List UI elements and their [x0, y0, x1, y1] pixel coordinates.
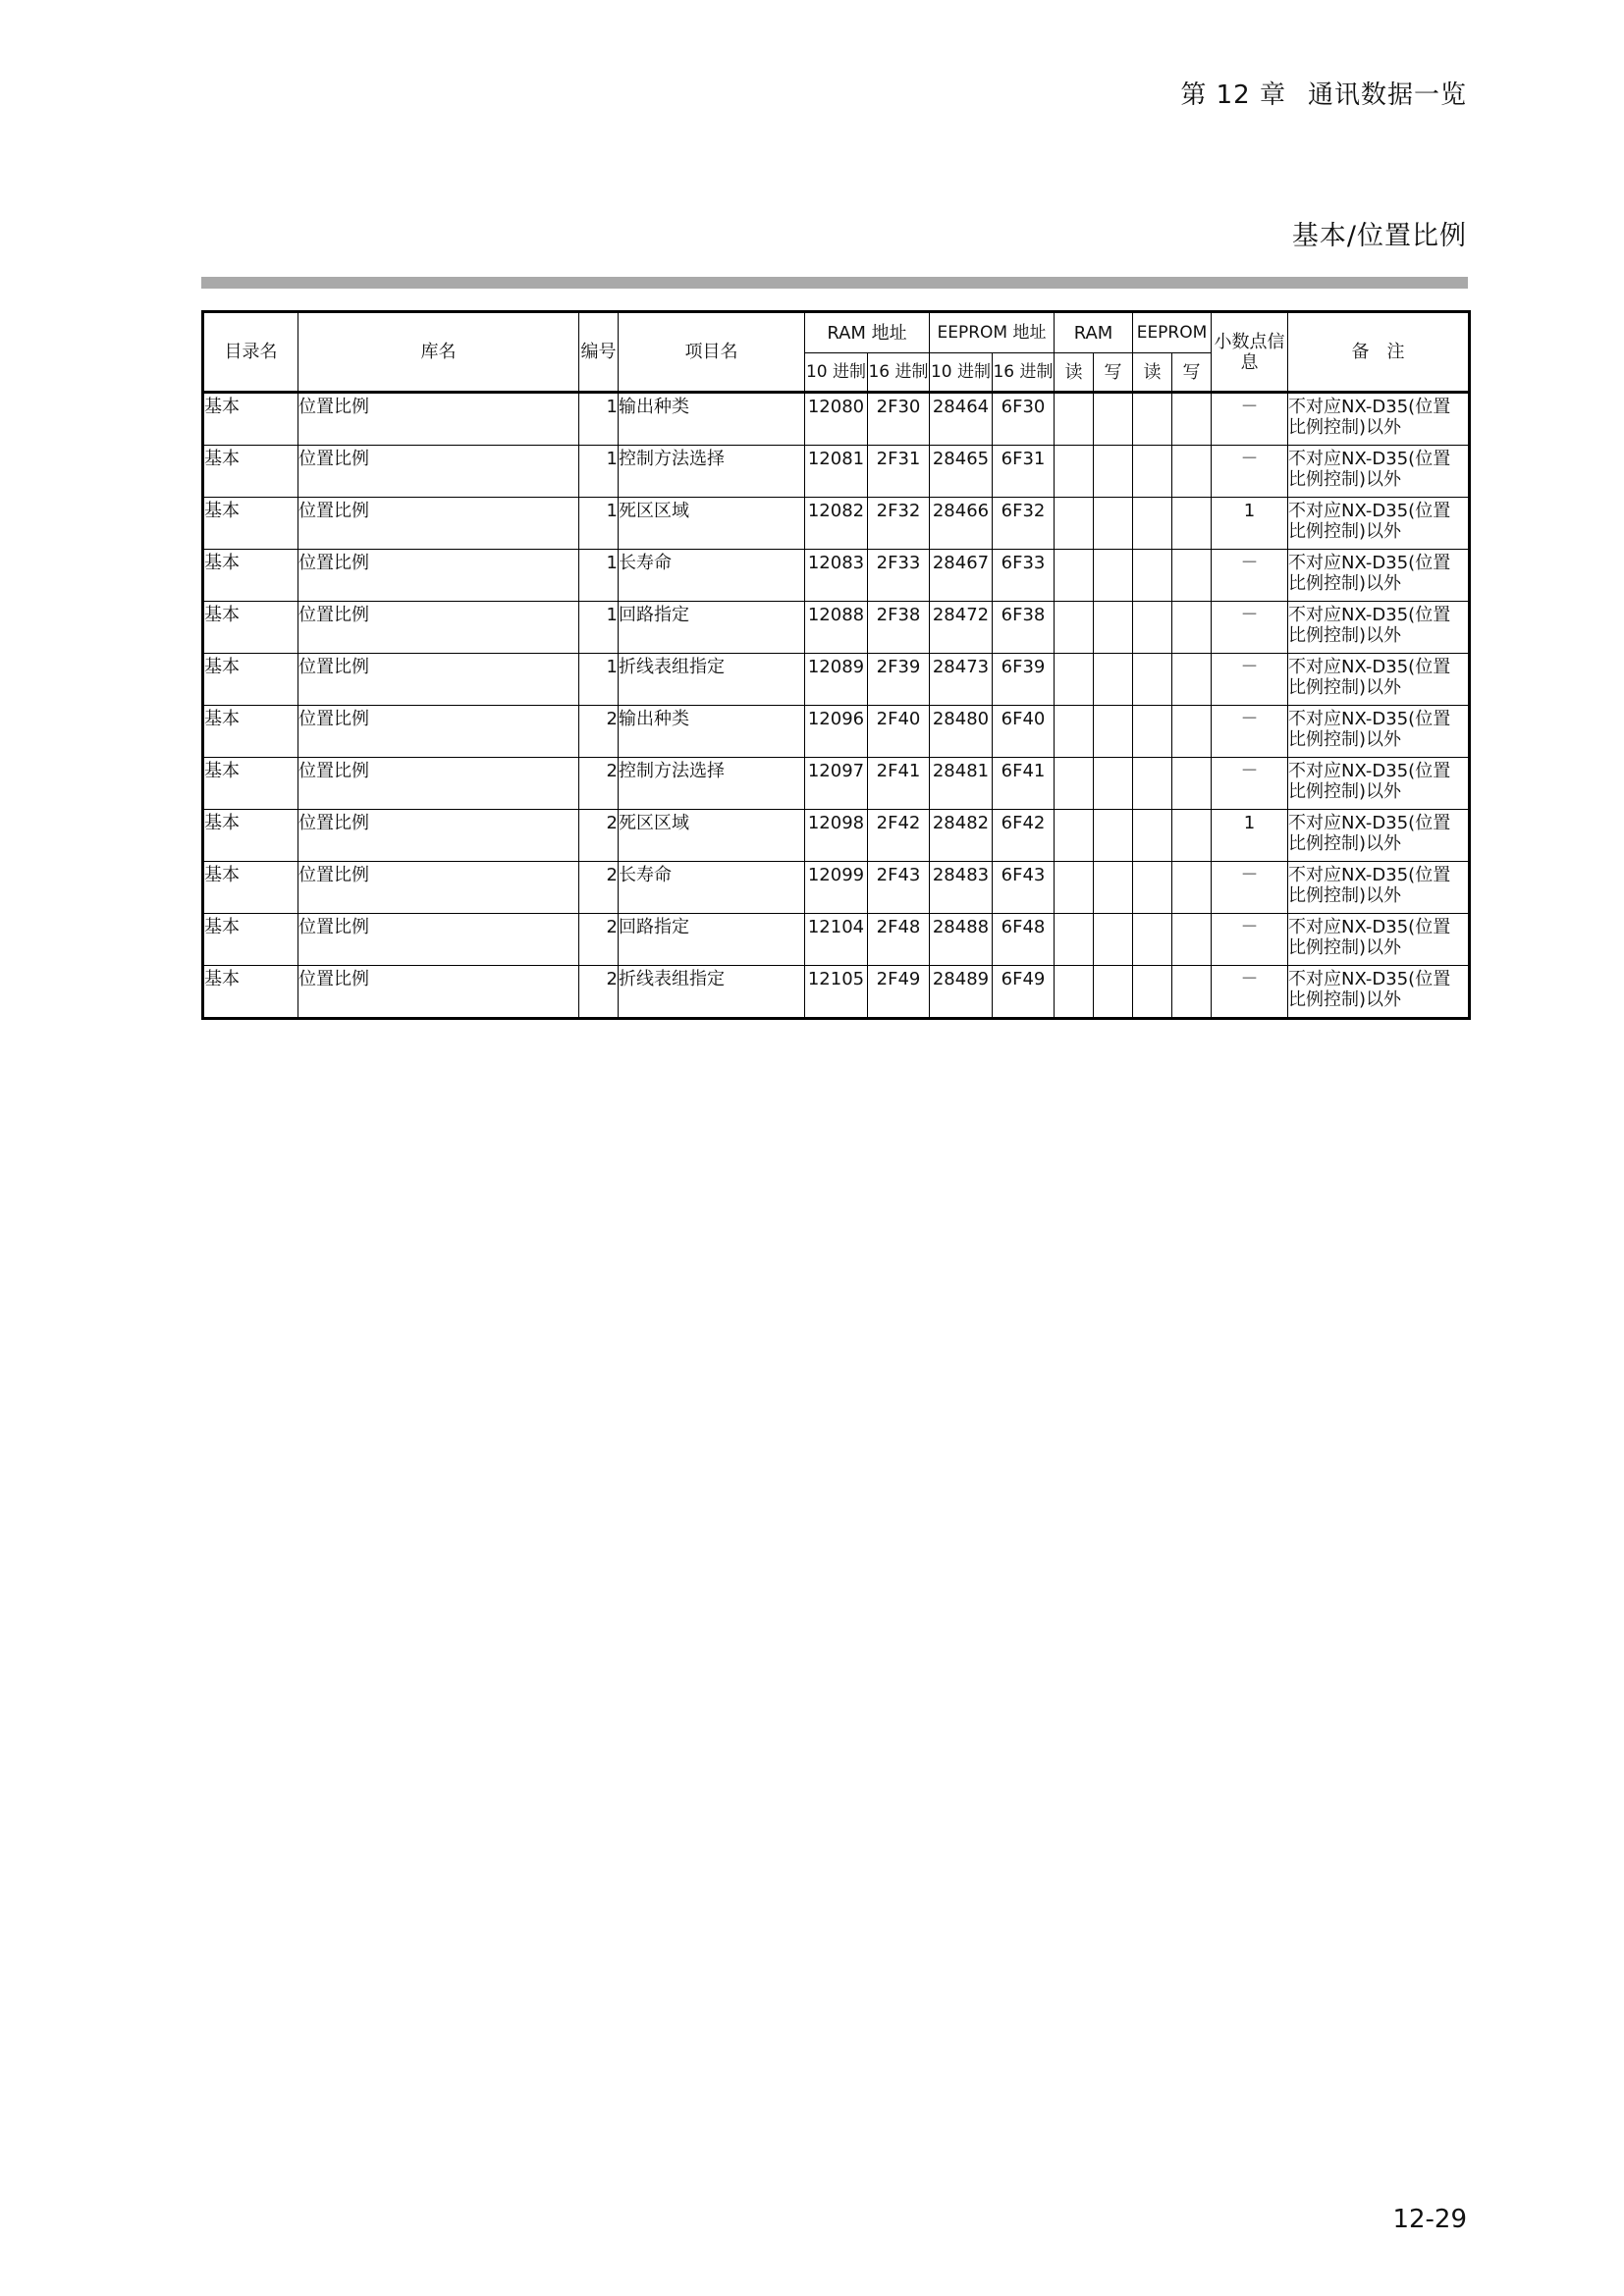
cell-number: 1	[579, 550, 619, 602]
section-divider-bar	[201, 277, 1468, 289]
cell-decimal-point: －	[1212, 706, 1288, 758]
cell-eeprom-write	[1172, 966, 1212, 1019]
cell-item: 长寿命	[619, 550, 805, 602]
chapter-label: 第 12 章	[1180, 80, 1286, 110]
header-eeprom-write: 写	[1172, 353, 1212, 393]
cell-ram-dec: 12097	[805, 758, 868, 810]
cell-eeprom-dec: 28489	[930, 966, 993, 1019]
cell-eeprom-dec: 28467	[930, 550, 993, 602]
cell-directory: 基本	[203, 966, 298, 1019]
cell-ram-hex: 2F42	[868, 810, 930, 862]
header-ram-address: RAM 地址	[805, 312, 930, 353]
cell-item: 控制方法选择	[619, 446, 805, 498]
cell-eeprom-write	[1172, 393, 1212, 446]
cell-ram-write	[1094, 602, 1133, 654]
cell-number: 1	[579, 602, 619, 654]
cell-library: 位置比例	[298, 758, 579, 810]
header-eeprom: EEPROM	[1133, 312, 1212, 353]
cell-eeprom-hex: 6F31	[993, 446, 1055, 498]
cell-ram-write	[1094, 914, 1133, 966]
cell-ram-hex: 2F49	[868, 966, 930, 1019]
cell-item: 长寿命	[619, 862, 805, 914]
cell-ram-dec: 12081	[805, 446, 868, 498]
cell-ram-hex: 2F31	[868, 446, 930, 498]
cell-eeprom-read	[1133, 498, 1172, 550]
cell-library: 位置比例	[298, 550, 579, 602]
cell-eeprom-dec: 28483	[930, 862, 993, 914]
table-row	[203, 914, 1470, 966]
cell-eeprom-read	[1133, 550, 1172, 602]
cell-ram-read	[1055, 602, 1094, 654]
header-directory: 目录名	[203, 312, 298, 393]
cell-decimal-point: －	[1212, 550, 1288, 602]
cell-eeprom-write	[1172, 862, 1212, 914]
cell-ram-hex: 2F39	[868, 654, 930, 706]
cell-eeprom-write	[1172, 706, 1212, 758]
cell-remarks: 不对应NX-D35(位置比例控制)以外	[1288, 602, 1470, 654]
header-ram-hex: 16 进制	[868, 353, 930, 393]
cell-remarks: 不对应NX-D35(位置比例控制)以外	[1288, 758, 1470, 810]
cell-remarks: 不对应NX-D35(位置比例控制)以外	[1288, 706, 1470, 758]
cell-eeprom-read	[1133, 758, 1172, 810]
cell-directory: 基本	[203, 810, 298, 862]
cell-remarks: 不对应NX-D35(位置比例控制)以外	[1288, 966, 1470, 1019]
cell-ram-read	[1055, 498, 1094, 550]
cell-ram-dec: 12098	[805, 810, 868, 862]
cell-directory: 基本	[203, 498, 298, 550]
table-body	[203, 393, 1470, 1019]
cell-decimal-point: －	[1212, 602, 1288, 654]
cell-ram-write	[1094, 810, 1133, 862]
cell-item: 输出种类	[619, 393, 805, 446]
cell-directory: 基本	[203, 602, 298, 654]
cell-eeprom-hex: 6F33	[993, 550, 1055, 602]
page-number: 12-29	[1392, 2205, 1467, 2234]
cell-decimal-point: 1	[1212, 498, 1288, 550]
cell-decimal-point: －	[1212, 966, 1288, 1019]
header-remarks: 备 注	[1288, 312, 1470, 393]
cell-eeprom-read	[1133, 393, 1172, 446]
cell-ram-dec: 12105	[805, 966, 868, 1019]
cell-ram-hex: 2F32	[868, 498, 930, 550]
chapter-header	[1180, 75, 1467, 111]
cell-eeprom-write	[1172, 758, 1212, 810]
cell-ram-dec: 12096	[805, 706, 868, 758]
cell-ram-write	[1094, 966, 1133, 1019]
cell-item: 死区区域	[619, 810, 805, 862]
cell-ram-read	[1055, 758, 1094, 810]
cell-eeprom-hex: 6F42	[993, 810, 1055, 862]
cell-eeprom-write	[1172, 446, 1212, 498]
cell-decimal-point: －	[1212, 862, 1288, 914]
table-row	[203, 810, 1470, 862]
cell-ram-dec: 12104	[805, 914, 868, 966]
cell-eeprom-read	[1133, 446, 1172, 498]
cell-eeprom-hex: 6F43	[993, 862, 1055, 914]
cell-item: 死区区域	[619, 498, 805, 550]
cell-eeprom-dec: 28472	[930, 602, 993, 654]
header-eeprom-address: EEPROM 地址	[930, 312, 1055, 353]
cell-eeprom-read	[1133, 810, 1172, 862]
cell-eeprom-write	[1172, 498, 1212, 550]
cell-eeprom-read	[1133, 706, 1172, 758]
cell-eeprom-write	[1172, 550, 1212, 602]
cell-decimal-point: －	[1212, 914, 1288, 966]
cell-eeprom-read	[1133, 862, 1172, 914]
cell-eeprom-dec: 28464	[930, 393, 993, 446]
cell-directory: 基本	[203, 758, 298, 810]
cell-decimal-point: －	[1212, 446, 1288, 498]
cell-remarks: 不对应NX-D35(位置比例控制)以外	[1288, 654, 1470, 706]
header-eeprom-read: 读	[1133, 353, 1172, 393]
header-ram: RAM	[1055, 312, 1133, 353]
cell-library: 位置比例	[298, 862, 579, 914]
cell-number: 2	[579, 862, 619, 914]
cell-item: 输出种类	[619, 706, 805, 758]
cell-number: 2	[579, 706, 619, 758]
cell-ram-write	[1094, 498, 1133, 550]
cell-directory: 基本	[203, 914, 298, 966]
cell-decimal-point: －	[1212, 393, 1288, 446]
cell-directory: 基本	[203, 393, 298, 446]
cell-ram-write	[1094, 706, 1133, 758]
cell-ram-write	[1094, 654, 1133, 706]
cell-directory: 基本	[203, 550, 298, 602]
table-row	[203, 654, 1470, 706]
cell-eeprom-dec: 28465	[930, 446, 993, 498]
cell-eeprom-dec: 28481	[930, 758, 993, 810]
cell-eeprom-read	[1133, 966, 1172, 1019]
table-row	[203, 550, 1470, 602]
cell-directory: 基本	[203, 446, 298, 498]
cell-item: 回路指定	[619, 914, 805, 966]
cell-library: 位置比例	[298, 914, 579, 966]
cell-ram-write	[1094, 446, 1133, 498]
cell-remarks: 不对应NX-D35(位置比例控制)以外	[1288, 498, 1470, 550]
cell-remarks: 不对应NX-D35(位置比例控制)以外	[1288, 862, 1470, 914]
cell-ram-hex: 2F33	[868, 550, 930, 602]
table-row	[203, 758, 1470, 810]
cell-decimal-point: 1	[1212, 810, 1288, 862]
header-item: 项目名	[619, 312, 805, 393]
cell-ram-hex: 2F38	[868, 602, 930, 654]
cell-number: 2	[579, 914, 619, 966]
cell-remarks: 不对应NX-D35(位置比例控制)以外	[1288, 810, 1470, 862]
cell-eeprom-hex: 6F48	[993, 914, 1055, 966]
cell-library: 位置比例	[298, 810, 579, 862]
cell-library: 位置比例	[298, 654, 579, 706]
cell-eeprom-dec: 28466	[930, 498, 993, 550]
table-row	[203, 498, 1470, 550]
cell-ram-dec: 12088	[805, 602, 868, 654]
table-row	[203, 862, 1470, 914]
cell-ram-read	[1055, 810, 1094, 862]
cell-remarks: 不对应NX-D35(位置比例控制)以外	[1288, 914, 1470, 966]
cell-eeprom-write	[1172, 810, 1212, 862]
cell-ram-dec: 12083	[805, 550, 868, 602]
cell-directory: 基本	[203, 706, 298, 758]
header-ram-read: 读	[1055, 353, 1094, 393]
cell-library: 位置比例	[298, 393, 579, 446]
cell-remarks: 不对应NX-D35(位置比例控制)以外	[1288, 550, 1470, 602]
cell-ram-hex: 2F30	[868, 393, 930, 446]
cell-eeprom-write	[1172, 914, 1212, 966]
communication-data-table	[201, 310, 1471, 1020]
cell-eeprom-hex: 6F32	[993, 498, 1055, 550]
header-library: 库名	[298, 312, 579, 393]
cell-number: 2	[579, 966, 619, 1019]
header-ram-write: 写	[1094, 353, 1133, 393]
cell-ram-hex: 2F40	[868, 706, 930, 758]
header-number: 编号	[579, 312, 619, 393]
cell-library: 位置比例	[298, 966, 579, 1019]
cell-ram-read	[1055, 706, 1094, 758]
cell-remarks: 不对应NX-D35(位置比例控制)以外	[1288, 393, 1470, 446]
cell-item: 回路指定	[619, 602, 805, 654]
cell-eeprom-dec: 28488	[930, 914, 993, 966]
cell-eeprom-read	[1133, 914, 1172, 966]
cell-ram-read	[1055, 550, 1094, 602]
cell-item: 折线表组指定	[619, 966, 805, 1019]
cell-eeprom-dec: 28473	[930, 654, 993, 706]
cell-ram-dec: 12080	[805, 393, 868, 446]
table-row	[203, 602, 1470, 654]
cell-ram-read	[1055, 966, 1094, 1019]
cell-directory: 基本	[203, 862, 298, 914]
cell-eeprom-write	[1172, 602, 1212, 654]
cell-ram-dec: 12089	[805, 654, 868, 706]
table-row	[203, 706, 1470, 758]
cell-eeprom-hex: 6F40	[993, 706, 1055, 758]
cell-number: 2	[579, 810, 619, 862]
cell-ram-read	[1055, 393, 1094, 446]
cell-ram-hex: 2F48	[868, 914, 930, 966]
cell-eeprom-read	[1133, 654, 1172, 706]
table-row	[203, 966, 1470, 1019]
cell-number: 1	[579, 393, 619, 446]
table-row	[203, 446, 1470, 498]
cell-ram-write	[1094, 758, 1133, 810]
cell-decimal-point: －	[1212, 758, 1288, 810]
cell-eeprom-hex: 6F38	[993, 602, 1055, 654]
cell-library: 位置比例	[298, 602, 579, 654]
cell-library: 位置比例	[298, 446, 579, 498]
cell-number: 1	[579, 498, 619, 550]
table-row	[203, 393, 1470, 446]
cell-ram-read	[1055, 914, 1094, 966]
cell-number: 1	[579, 446, 619, 498]
cell-eeprom-hex: 6F41	[993, 758, 1055, 810]
cell-ram-write	[1094, 862, 1133, 914]
cell-eeprom-write	[1172, 654, 1212, 706]
cell-ram-hex: 2F41	[868, 758, 930, 810]
cell-item: 控制方法选择	[619, 758, 805, 810]
cell-ram-read	[1055, 446, 1094, 498]
cell-number: 2	[579, 758, 619, 810]
cell-eeprom-dec: 28482	[930, 810, 993, 862]
cell-eeprom-dec: 28480	[930, 706, 993, 758]
chapter-title: 通讯数据一览	[1307, 80, 1467, 110]
cell-ram-dec: 12099	[805, 862, 868, 914]
cell-eeprom-hex: 6F49	[993, 966, 1055, 1019]
cell-number: 1	[579, 654, 619, 706]
cell-ram-read	[1055, 862, 1094, 914]
cell-eeprom-hex: 6F30	[993, 393, 1055, 446]
cell-ram-write	[1094, 393, 1133, 446]
cell-ram-write	[1094, 550, 1133, 602]
cell-ram-hex: 2F43	[868, 862, 930, 914]
cell-item: 折线表组指定	[619, 654, 805, 706]
cell-eeprom-hex: 6F39	[993, 654, 1055, 706]
cell-directory: 基本	[203, 654, 298, 706]
cell-ram-dec: 12082	[805, 498, 868, 550]
cell-library: 位置比例	[298, 706, 579, 758]
header-ram-dec: 10 进制	[805, 353, 868, 393]
header-eeprom-hex: 16 进制	[993, 353, 1055, 393]
cell-ram-read	[1055, 654, 1094, 706]
cell-eeprom-read	[1133, 602, 1172, 654]
header-eeprom-dec: 10 进制	[930, 353, 993, 393]
header-decimal-point: 小数点信息	[1212, 312, 1288, 393]
cell-remarks: 不对应NX-D35(位置比例控制)以外	[1288, 446, 1470, 498]
cell-library: 位置比例	[298, 498, 579, 550]
section-title: 基本/位置比例	[1291, 221, 1467, 251]
cell-decimal-point: －	[1212, 654, 1288, 706]
